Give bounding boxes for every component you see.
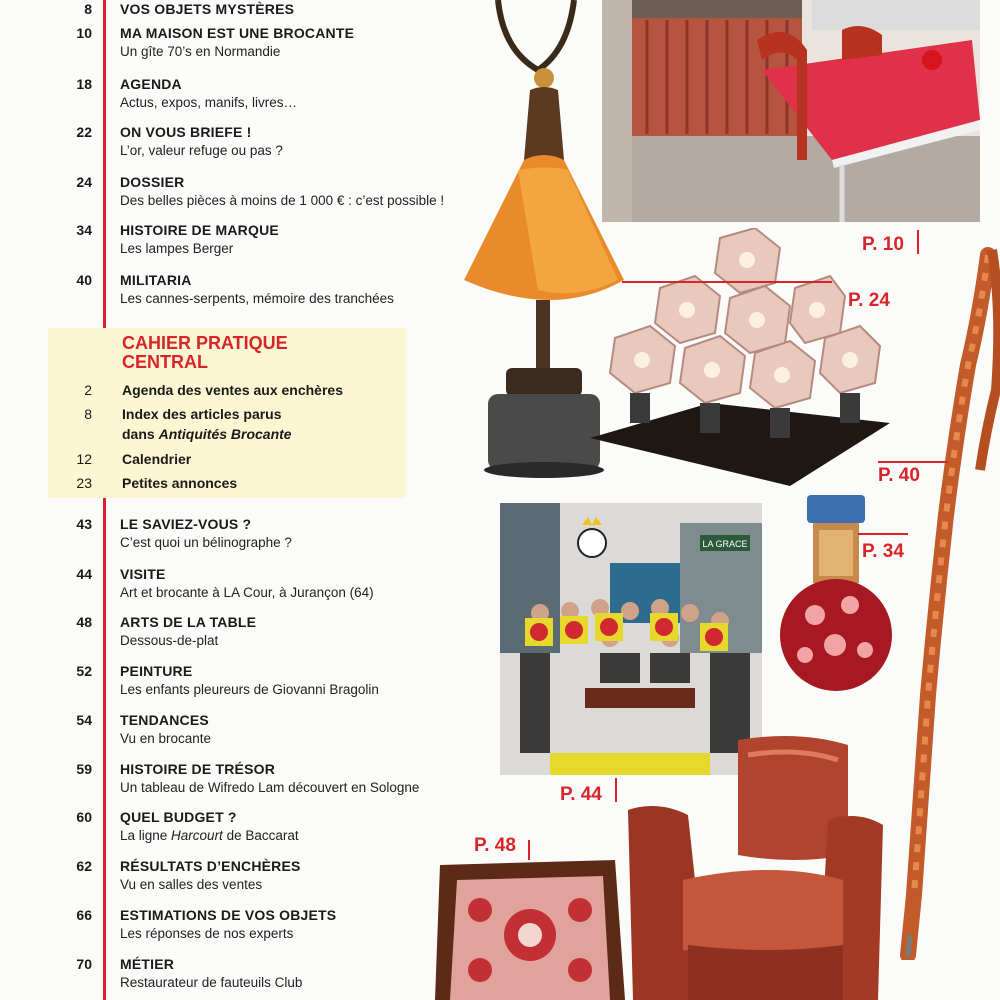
page-number: 8 [84,406,92,422]
cahier-item[interactable]: Calendrier [122,451,192,467]
cahier-item[interactable]: Agenda des ventes aux enchères [122,382,343,398]
leader-line [878,461,948,463]
entry-title: MÉTIER [120,956,175,972]
page-number: 34 [76,222,92,238]
trivet-photo [435,860,625,1000]
entry-subtitle: Un gîte 70’s en Normandie [120,44,281,59]
page-ref-label: P. 44 [560,784,602,805]
entry-subtitle: Des belles pièces à moins de 1 000 € : c’est possible ! [120,193,445,208]
page-number: 54 [76,712,92,728]
trivet-illustration [435,860,625,1000]
page-ref-label: P. 24 [848,290,890,311]
page-number: 23 [76,475,92,491]
page-number: 59 [76,761,92,777]
margin-rule [103,0,106,1000]
entry-subtitle: Restaurateur de fauteuils Club [120,975,303,990]
page-number: 22 [76,124,92,140]
vase-illustration [775,495,897,695]
page-ref-label: P. 40 [878,465,920,486]
entry-title: RÉSULTATS D’ENCHÈRES [120,858,301,874]
entry-subtitle: Les réponses de nos experts [120,926,294,941]
entry-subtitle: Art et brocante à LA Cour, à Jurançon (64) [120,585,374,600]
entry-title: ESTIMATIONS DE VOS OBJETS [120,907,337,923]
entry-title: HISTOIRE DE MARQUE [120,222,279,238]
page-number: 43 [76,516,92,532]
cahier-item-continued [122,426,292,442]
entry-title: VOS OBJETS MYSTÈRES [120,1,295,17]
page-number: 44 [76,566,92,582]
entry-subtitle: Les cannes-serpents, mémoire des tranchées [120,291,394,306]
cahier-title [122,334,288,372]
lamps-illustration [590,228,890,486]
page-number: 8 [84,1,92,17]
subtitle-text: de Baccarat [222,828,299,843]
entry-subtitle: C’est quoi un bélinographe ? [120,535,292,550]
leader-line [615,778,617,802]
cahier-title-line: CAHIER PRATIQUE [122,333,288,353]
entry-subtitle: Dessous-de-plat [120,633,219,648]
entry-subtitle: L’or, valeur refuge ou pas ? [120,143,283,158]
page-ref-label: P. 34 [862,541,904,562]
subtitle-italic: Harcourt [171,828,223,843]
lamps-photo [590,228,890,486]
cahier-item[interactable]: Petites annonces [122,475,238,491]
page-number: 70 [76,956,92,972]
entry-title: HISTOIRE DE TRÉSOR [120,761,276,777]
shop-sign: LA GRACE [702,539,748,549]
page-number: 12 [76,451,92,467]
armchair-illustration [628,730,890,1000]
entry-subtitle: Vu en salles des ventes [120,877,263,892]
cane-illustration [880,245,1000,960]
subtitle-text: La ligne [120,828,172,843]
entry-subtitle: Actus, expos, manifs, livres… [120,95,298,110]
cahier-text: dans [122,426,159,442]
page-number: 40 [76,272,92,288]
entry-subtitle: Un tableau de Wifredo Lam découvert en Sologne [120,780,420,795]
entry-title: ON VOUS BRIEFE ! [120,124,252,140]
page-ref-label: P. 10 [862,234,904,255]
entry-title: MA MAISON EST UNE BROCANTE [120,25,355,41]
kitchen-photo [602,0,980,222]
entry-subtitle: Vu en brocante [120,731,212,746]
entry-subtitle [120,828,299,843]
leader-line [622,281,832,283]
page-number: 18 [76,76,92,92]
page-number: 48 [76,614,92,630]
page-number: 66 [76,907,92,923]
entry-title: QUEL BUDGET ? [120,809,237,825]
page-number: 2 [84,382,92,398]
page-number: 60 [76,809,92,825]
leader-line [528,840,530,860]
entry-title: VISITE [120,566,166,582]
page-number: 62 [76,858,92,874]
entry-title: PEINTURE [120,663,193,679]
entry-title: LE SAVIEZ-VOUS ? [120,516,252,532]
entry-subtitle: Les lampes Berger [120,241,234,256]
page-number: 10 [76,25,92,41]
cahier-title-line: CENTRAL [122,352,208,372]
cahier-item[interactable]: Index des articles parus [122,406,282,422]
page-number: 24 [76,174,92,190]
cane-photo [880,245,1000,960]
entry-title: MILITARIA [120,272,192,288]
entry-title: ARTS DE LA TABLE [120,614,257,630]
entry-title: TENDANCES [120,712,209,728]
page-ref-label: P. 48 [474,835,516,856]
vase-photo [775,495,897,695]
armchair-photo [628,730,890,1000]
entry-subtitle: Les enfants pleureurs de Giovanni Bragolin [120,682,379,697]
kitchen-illustration [602,0,980,222]
entry-title: AGENDA [120,76,182,92]
entry-title: DOSSIER [120,174,185,190]
leader-line [858,533,908,535]
page-number: 52 [76,663,92,679]
magazine-name: Antiquités Brocante [158,426,292,442]
